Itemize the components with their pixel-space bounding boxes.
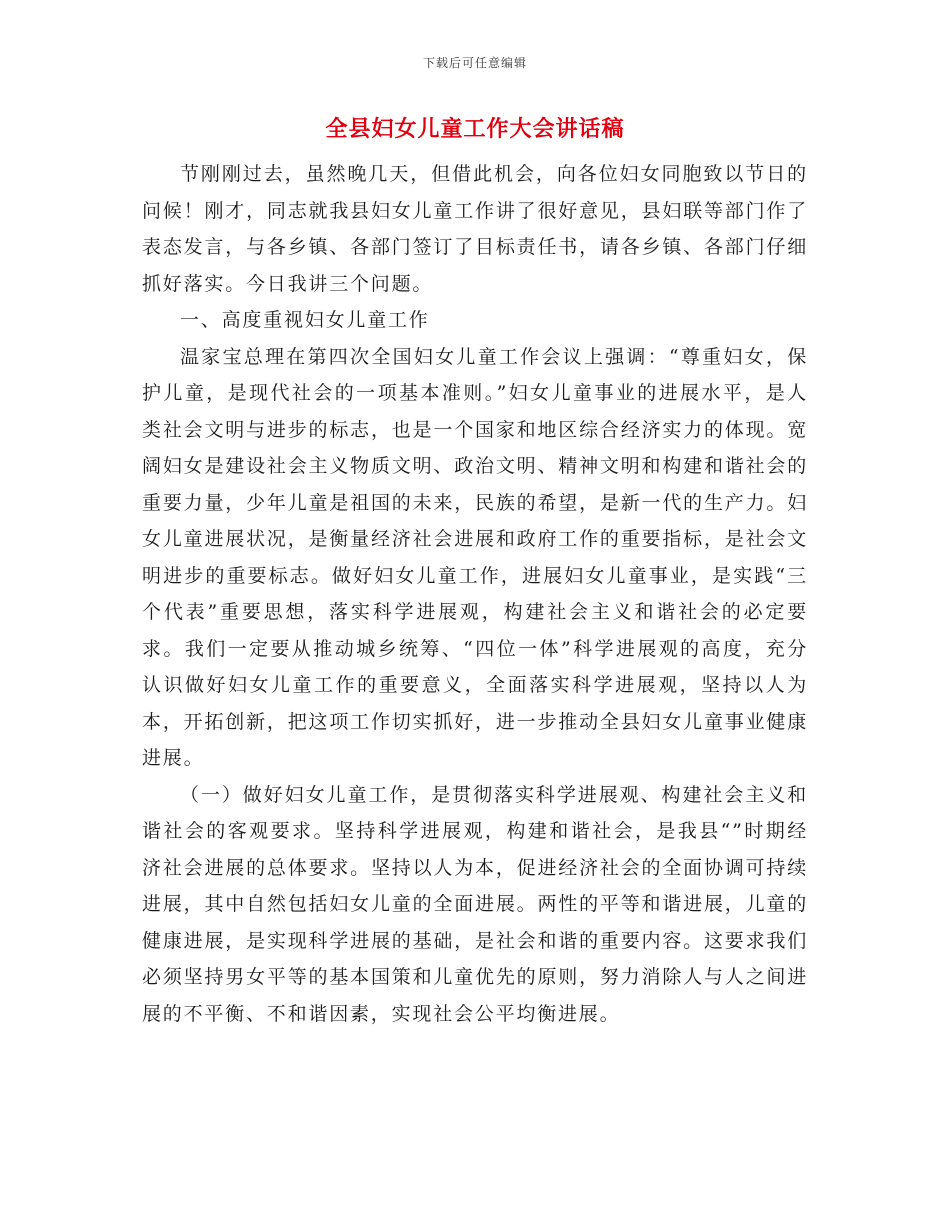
paragraph-subsection-1: （一）做好妇女儿童工作，是贯彻落实科学进展观、构建社会主义和谐社会的客观要求。坚持科学进展观，构建和谐社会，是我县“”时期经济社会进展的总体要求。坚持以人为本，促进经济社会的全面协调可持续进展，其中自然包括妇女儿童的全面进展。两性的平等和谐进展，儿童的健康进展，是实现科学进展的基础，是社会和谐的重要内容。这要求我们必须坚持男女平等的基本国策和儿童优先的原则，努力消除人与人之间进展的不平衡、不和谐因素，实现社会公平均衡进展。 xyxy=(142,783,808,1025)
header-note: 下载后可任意编辑 xyxy=(422,56,527,70)
paragraph-section-1: 温家宝总理在第四次全国妇女儿童工作会议上强调：“尊重妇女，保护儿童，是现代社会的一项基本准则。”妇女儿童事业的进展水平，是人类社会文明与进步的标志，也是一个国家和地区综合经济实力的体现。宽阔妇女是建设社会主义物质文明、政治文明、精神文明和构建和谐社会的重要力量，少年儿童是祖国的未来，民族的希望，是新一代的生产力。妇女儿童进展状况，是衡量经济社会进展和政府工作的重要指标，是社会文明进步的重要标志。做好妇女儿童工作，进展妇女儿童事业，是实践“三个代表”重要思想，落实科学进展观，构建社会主义和谐社会的必定要求。我们一定要从推动城乡统筹、“四位一体”科学进展观的高度，充分认识做好妇女儿童工作的重要意义，全面落实科学进展观，坚持以人为本，开拓创新，把这项工作切实抓好，进一步推动全县妇女儿童事业健康进展。 xyxy=(142,345,808,769)
document-body xyxy=(142,156,808,1032)
document-title: 全县妇女儿童工作大会讲话稿 xyxy=(325,116,625,142)
paragraph-intro: 节刚刚过去，虽然晚几天，但借此机会，向各位妇女同胞致以节日的问候！刚才，同志就我县妇女儿童工作讲了很好意见，县妇联等部门作了表态发言，与各乡镇、各部门签订了目标责任书，请各乡镇、各部门仔细抓好落实。今日我讲三个问题。 xyxy=(142,163,808,295)
section-heading-1: 一、高度重视妇女儿童工作 xyxy=(180,309,430,331)
